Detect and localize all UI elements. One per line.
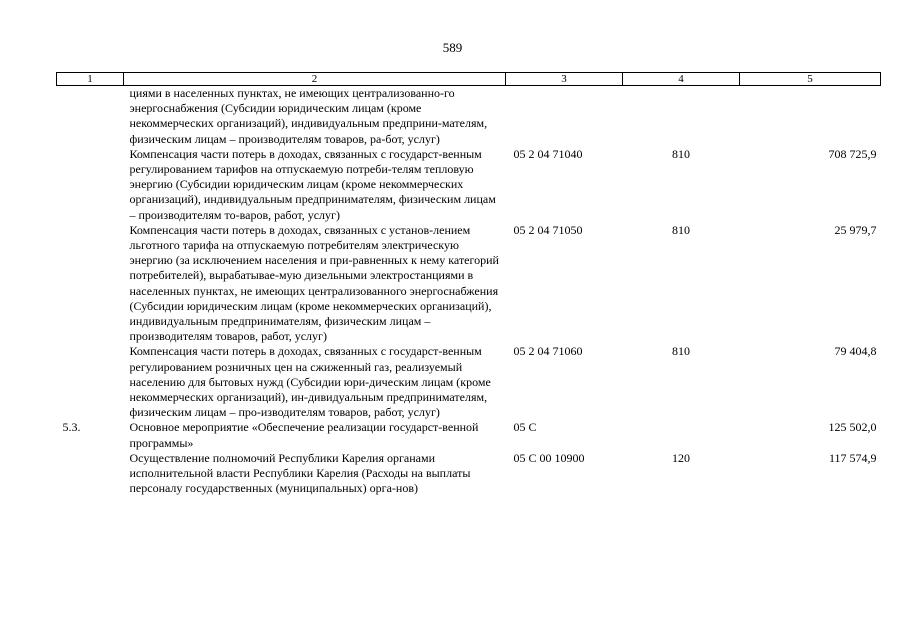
row-number [57, 344, 124, 420]
budget-table [56, 72, 881, 496]
row-expense-type [623, 86, 740, 147]
row-code: 05 С 00 10900 [513, 450, 585, 465]
row-amount: 25 979,7 [834, 222, 877, 237]
row-amount: 125 502,0 [828, 420, 877, 435]
table-row [57, 147, 881, 223]
row-code: 05 С [513, 420, 537, 435]
row-amount: 79 404,8 [834, 344, 877, 359]
header-col-3: 3 [506, 73, 623, 86]
row-expense-type [623, 420, 740, 450]
row-number: 5.3. [62, 420, 81, 435]
header-col-2: 2 [124, 73, 506, 86]
row-code: 05 2 04 71040 [513, 146, 583, 161]
page-number: 589 [442, 40, 463, 55]
header-row [57, 73, 881, 86]
table-row [57, 344, 881, 420]
row-number [57, 147, 124, 223]
table-row [57, 451, 881, 497]
table-header [57, 73, 881, 86]
table-row [57, 420, 881, 450]
row-description: Осуществление полномочий Республики Карелия органами исполнительной власти Республики Карелия (Расходы на выплаты персоналу государственных (муниципальных) орга-нов) [129, 450, 471, 496]
row-code: 05 2 04 71050 [513, 222, 583, 237]
row-expense-type: 810 [672, 222, 690, 237]
row-code [506, 86, 623, 147]
row-number [57, 451, 124, 497]
row-amount: 708 725,9 [828, 146, 877, 161]
row-description: Компенсация части потерь в доходах, связанных с государст-венным регулированием тарифов на отпускаемую потреби-телям тепловую энергию (Субсидии юридическим лицам (кроме некоммерческих организаций), индивидуальным предпринимателям, физическим лицам – производителям то-варов, работ, услуг) [129, 146, 496, 222]
row-expense-type: 120 [672, 450, 690, 465]
header-col-4: 4 [623, 73, 740, 86]
row-number [57, 223, 124, 345]
table-row [57, 223, 881, 345]
row-expense-type: 810 [672, 344, 690, 359]
row-amount: 117 574,9 [828, 450, 877, 465]
row-code: 05 2 04 71060 [513, 344, 583, 359]
row-description: Компенсация части потерь в доходах, связанных с установ-лением льготного тарифа на отпускаемую потребителям электрическую энергию (за исключением населения и при-равненных к нему категорий потребителей), вырабатывае-мую дизельными электростанциями в населенных пунктах, не имеющих централизованного энергоснабжения (Субсидии юридическим лицам (кроме некоммерческих организаций), индивидуальным предпринимателям, физическим лицам – производителям товаров, работ, услуг) [129, 222, 499, 344]
header-col-5: 5 [740, 73, 881, 86]
row-amount [740, 86, 881, 147]
row-expense-type: 810 [672, 146, 690, 161]
table-body [57, 86, 881, 497]
row-number [57, 86, 124, 147]
row-description: циями в населенных пунктах, не имеющих централизованно-го энергоснабжения (Субсидии юридическим лицам (кроме некоммерческих организаций), индивидуальным предприни-мателям, физическим лицам – производителям товаров, ра-бот, услуг) [129, 86, 488, 146]
row-description: Основное мероприятие «Обеспечение реализации государст-венной программы» [129, 420, 479, 450]
row-description: Компенсация части потерь в доходах, связанных с государст-венным регулированием розничных цен на сжиженный газ, реализуемый населению для бытовых нужд (Субсидии юри-дическим лицам (кроме некоммерческих организаций), ин-дивидуальным предпринимателям, физическим лицам – про-изводителям товаров, работ, услуг) [129, 344, 491, 420]
table-row [57, 86, 881, 147]
header-col-1: 1 [57, 73, 124, 86]
